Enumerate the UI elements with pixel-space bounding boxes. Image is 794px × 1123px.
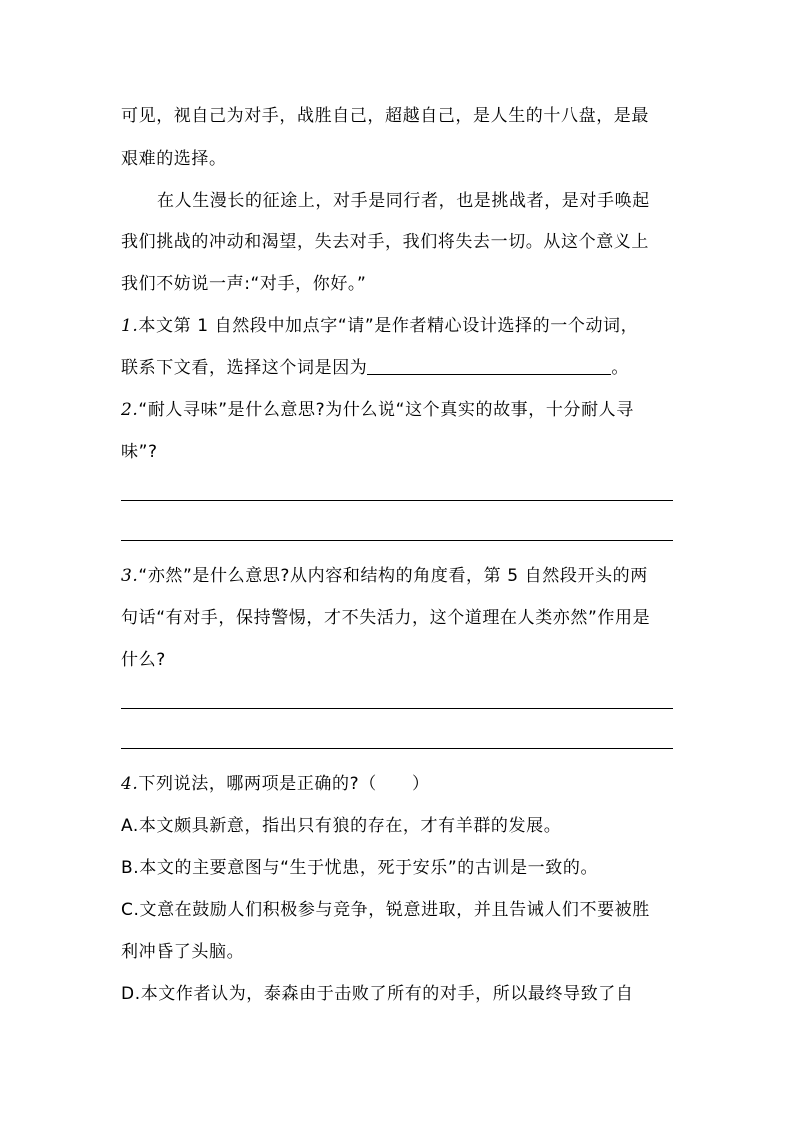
passage-line: 我们不妨说一声:“对手，你好。” bbox=[121, 274, 367, 294]
answer-blank[interactable] bbox=[367, 358, 611, 375]
passage-line: 在人生漫长的征途上，对手是同行者，也是挑战者，是对手唤起 bbox=[157, 191, 650, 211]
question-number: 3. bbox=[121, 566, 139, 586]
question-3-line: 句话“有对手，保持警惕，才不失活力，这个道理在人类亦然”作用是 bbox=[121, 608, 651, 628]
question-number: 2. bbox=[121, 400, 139, 420]
question-text: “耐人寻味”是什么意思?为什么说“这个真实的故事，十分耐人寻 bbox=[138, 400, 634, 420]
question-4-line bbox=[121, 774, 430, 794]
answer-line[interactable] bbox=[121, 500, 673, 501]
answer-line[interactable] bbox=[121, 748, 673, 749]
answer-line[interactable] bbox=[121, 708, 673, 709]
option-d: D.本文作者认为，泰森由于击败了所有的对手，所以最终导致了自 bbox=[121, 984, 634, 1004]
question-number: 4. bbox=[121, 774, 139, 794]
question-1-line bbox=[121, 358, 629, 378]
question-text: 下列说法，哪两项是正确的?（ ） bbox=[138, 774, 430, 794]
question-text: “亦然”是什么意思?从内容和结构的角度看，第 5 自然段开头的两 bbox=[138, 566, 648, 586]
question-3-line: 什么? bbox=[121, 650, 166, 670]
question-text: 本文第 1 自然段中加点字“请”是作者精心设计选择的一个动词， bbox=[138, 316, 639, 336]
question-text: 。 bbox=[611, 358, 630, 378]
passage-line: 可见，视自己为对手，战胜自己，超越自己，是人生的十八盘，是最 bbox=[121, 106, 649, 126]
option-a: A.本文颇具新意，指出只有狼的存在，才有羊群的发展。 bbox=[121, 816, 562, 836]
question-number: 1. bbox=[121, 316, 139, 336]
passage-line: 我们挑战的冲动和渴望，失去对手，我们将失去一切。从这个意义上 bbox=[121, 232, 649, 252]
option-c-continued: 利冲昏了头脑。 bbox=[121, 942, 245, 962]
answer-line[interactable] bbox=[121, 540, 673, 541]
question-2-line bbox=[121, 400, 634, 420]
question-3-line bbox=[121, 566, 648, 586]
question-text: 联系下文看，选择这个词是因为 bbox=[121, 358, 368, 378]
question-2-line: 味”? bbox=[121, 442, 158, 462]
option-b: B.本文的主要意图与“生于忧患，死于安乐”的古训是一致的。 bbox=[121, 858, 599, 878]
question-1-line bbox=[121, 316, 638, 336]
option-c: C.文意在鼓励人们积极参与竞争，锐意进取，并且告诫人们不要被胜 bbox=[121, 900, 650, 920]
passage-line: 艰难的选择。 bbox=[121, 149, 227, 169]
